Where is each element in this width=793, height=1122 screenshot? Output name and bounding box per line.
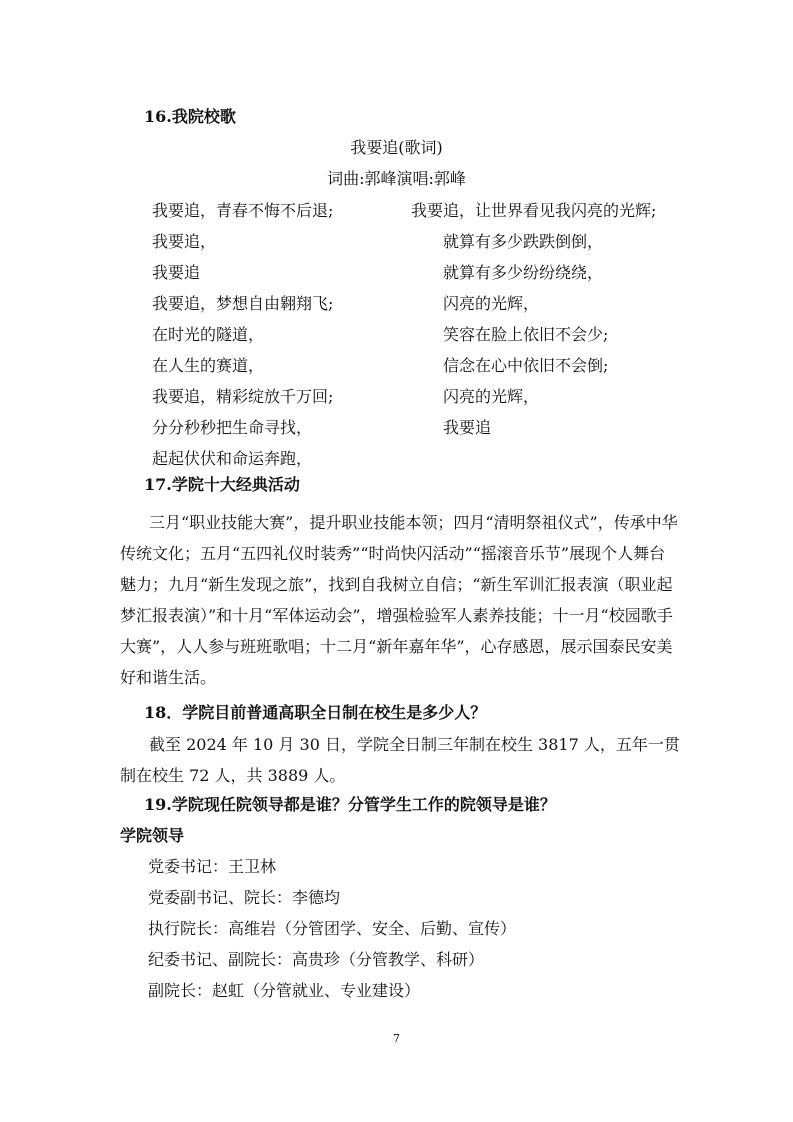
leaders-subheading: 学院领导 xyxy=(120,826,185,845)
lyric-right-line: 闪亮的光辉， xyxy=(443,387,540,406)
section-16-heading: 16.我院校歌 xyxy=(144,107,236,126)
song-credits: 词曲:郭峰演唱:郭峰 xyxy=(327,169,466,188)
lyric-right-line: 闪亮的光辉， xyxy=(443,294,540,313)
lyric-right-line: 就算有多少跌跌倒倒， xyxy=(443,232,604,251)
leader-item: 执行院长：高维岩（分管团学、安全、后勤、宣传） xyxy=(148,919,517,938)
lyric-right-line: 就算有多少纷纷绕绕， xyxy=(443,263,604,282)
section-17-heading: 17.学院十大经典活动 xyxy=(144,475,300,494)
lyric-left-line: 我要追，精彩绽放千万回; xyxy=(152,387,334,406)
lyric-left-line: 分分秒秒把生命寻找， xyxy=(152,418,313,437)
lyric-right-line: 我要追，让世界看见我闪亮的光辉; xyxy=(411,201,657,220)
lyric-left-line: 我要追 xyxy=(152,263,201,282)
section-19-heading: 19.学院现任院领导都是谁？分管学生工作的院领导是谁？ xyxy=(144,795,556,814)
lyric-left-line: 起起伏伏和命运奔跑， xyxy=(152,449,313,468)
page-number: 7 xyxy=(393,1032,400,1045)
leader-item: 党委副书记、院长：李德均 xyxy=(148,888,341,907)
lyric-right-line: 笑容在脸上依旧不会少; xyxy=(443,325,609,344)
leader-item: 副院长：赵虹（分管就业、专业建设） xyxy=(148,981,421,1000)
lyric-left-line: 我要追，梦想自由翱翔飞; xyxy=(152,294,334,313)
leader-item: 党委书记：王卫林 xyxy=(148,857,277,876)
song-title: 我要追(歌词) xyxy=(350,138,443,157)
lyric-left-line: 在时光的隧道， xyxy=(152,325,265,344)
lyric-right-line: 我要追 xyxy=(443,418,492,437)
section-18-body: 截至 2024 年 10 月 30 日，学院全日制三年制在校生 3817 人，五年一贯制在校生 72 人，共 3889 人。 xyxy=(120,735,680,785)
section-17-body: 三月“职业技能大赛”，提升职业技能本领；四月“清明祭祖仪式”，传承中华传统文化；五月“五四礼仪时装秀”“时尚快闪活动”“摇滚音乐节”展现个人舞台魅力；九月“新生发现之旅”，找到自我树立自信；“新生军训汇报表演（职业起梦汇报表演）”和十月“军体运动会”，增强检验军人素养技能；十一月“校园歌手大赛”，人人参与班班歌唱；十二月“新年嘉年华”，心存感恩，展示国泰民安美好和谐生活。 xyxy=(120,513,678,687)
lyric-left-line: 在人生的赛道， xyxy=(152,356,265,375)
section-18-heading: 18．学院目前普通高职全日制在校生是多少人？ xyxy=(144,703,487,722)
lyric-right-line: 信念在心中依旧不会倒; xyxy=(443,356,609,375)
leader-item: 纪委书记、副院长：高贵珍（分管教学、科研） xyxy=(148,950,485,969)
lyric-left-line: 我要追，青春不悔不后退; xyxy=(152,201,334,220)
lyric-left-line: 我要追， xyxy=(152,232,217,251)
